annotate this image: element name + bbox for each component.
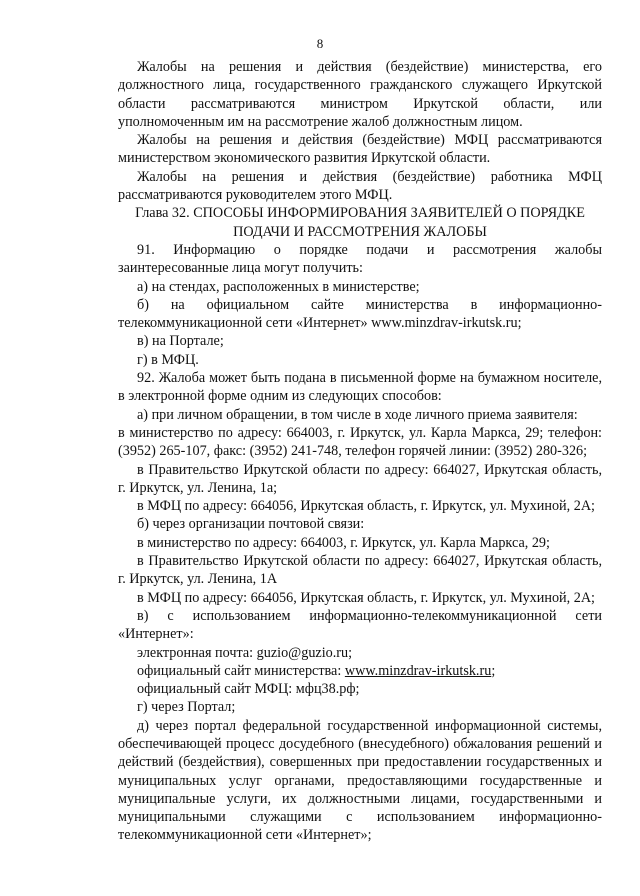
ministry-site-link[interactable]: www.minzdrav-irkutsk.ru bbox=[344, 662, 492, 679]
site-end: ; bbox=[491, 662, 496, 679]
paragraph-92-a-mfc: в МФЦ по адресу: 664056, Иркутская область, г. Иркутск, ул. Мухиной, 2А; bbox=[137, 498, 596, 515]
paragraph-92: 92. Жалоба может быть подана в письменной форме на бумажном носителе, в электронной форме одним из следующих способов: bbox=[118, 370, 602, 405]
paragraph-92-v: в) с использованием информационно-телекоммуникационной сети «Интернет»: bbox=[118, 607, 602, 643]
paragraph-91-a: а) на стендах, расположенных в министерстве; bbox=[137, 278, 420, 295]
paragraph-complaints-ministry: Жалобы на решения и действия (бездействие) министерства, его должностного лица, государственного гражданского служащего Иркутской области рассматриваются министром Иркутской области, или уполномоченным им на рассмотрение жалоб должностным лицом. bbox=[118, 59, 602, 130]
paragraph-92-d: д) через портал федеральной государственной информационной системы, обеспечивающей процесс досудебного (внесудебного) обжалования решений и действий (бездействия), совершенных при предоставлении государственных и муниципальных услуг органами, предоставляющими государственные и муниципальные услуги, их должностными лицами, государственными и муниципальными служащими с использованием информационно-телекоммуникационной сети «Интернет»; bbox=[118, 717, 602, 844]
chapter-heading-line2: ПОДАЧИ И РАССМОТРЕНИЯ ЖАЛОБЫ bbox=[233, 223, 487, 240]
paragraph-92-v-mfc-site: официальный сайт МФЦ: мфц38.рф; bbox=[137, 681, 360, 698]
paragraph-92-b: б) через организации почтовой связи: bbox=[137, 516, 365, 533]
paragraph-92-a: а) при личном обращении, в том числе в ходе личного приема заявителя: bbox=[137, 406, 578, 423]
paragraph-92-b-mfc: в МФЦ по адресу: 664056, Иркутская область, г. Иркутск, ул. Мухиной, 2А; bbox=[137, 589, 596, 606]
site-label: официальный сайт министерства: bbox=[137, 662, 345, 679]
paragraph-92-b-government: в Правительство Иркутской области по адресу: 664027, Иркутская область, г. Иркутск, ул. Ленина, 1А bbox=[118, 553, 602, 588]
paragraph-91-g: г) в МФЦ. bbox=[137, 351, 199, 368]
paragraph-92-v-site bbox=[118, 662, 602, 680]
paragraph-92-v-email: электронная почта: guzio@guzio.ru; bbox=[137, 644, 353, 661]
paragraph-92-b-ministry: в министерство по адресу: 664003, г. Иркутск, ул. Карла Маркса, 29; bbox=[137, 534, 550, 551]
paragraph-91-v: в) на Портале; bbox=[137, 333, 224, 350]
paragraph-91-b: б) на официальном сайте министерства в информационно-телекоммуникационной сети «Интернет» www.minzdrav-irkutsk.ru; bbox=[118, 296, 602, 332]
chapter-heading-line1: Глава 32. СПОСОБЫ ИНФОРМИРОВАНИЯ ЗАЯВИТЕЛЕЙ О ПОРЯДКЕ bbox=[135, 205, 585, 222]
document-body bbox=[118, 58, 602, 845]
paragraph-complaints-mfc: Жалобы на решения и действия (бездействие) МФЦ рассматриваются министерством экономического развития Иркутской области. bbox=[118, 132, 602, 167]
paragraph-92-a-government: в Правительство Иркутской области по адресу: 664027, Иркутская область, г. Иркутск, ул. Ленина, 1а; bbox=[118, 461, 602, 496]
paragraph-complaints-mfc-worker: Жалобы на решения и действия (бездействие) работника МФЦ рассматриваются руководителем этого МФЦ. bbox=[118, 168, 602, 204]
paragraph-92-g: г) через Портал; bbox=[137, 699, 236, 716]
page-number: 8 bbox=[316, 36, 324, 51]
paragraph-91: 91. Информацию о порядке подачи и рассмотрения жалобы заинтересованные лица могут получить: bbox=[118, 241, 602, 277]
paragraph-92-a-ministry: в министерство по адресу: 664003, г. Иркутск, ул. Карла Маркса, 29; телефон: (3952) 265-107, факс: (3952) 241-748, телефон горячей линии: (3952) 280-326; bbox=[118, 424, 602, 460]
